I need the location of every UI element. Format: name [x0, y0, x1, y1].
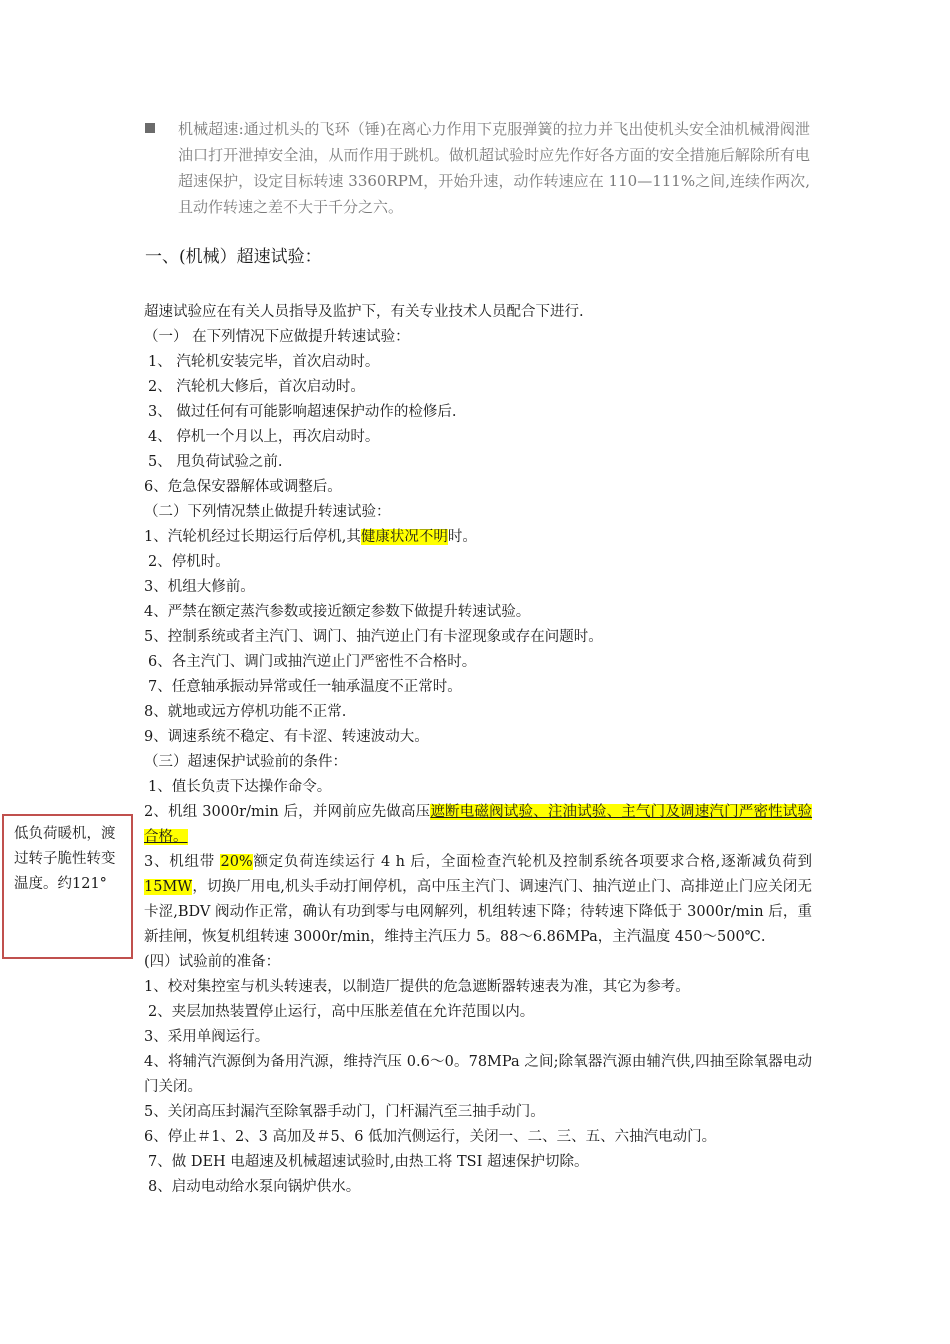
- list-item: 2、停机时。: [148, 554, 230, 570]
- sec2-title: （二）下列情况禁止做提升转速试验：: [144, 504, 391, 520]
- sec3-title: （三）超速保护试验前的条件：: [144, 754, 347, 770]
- bullet-text: 机械超速:通过机头的飞环（锤)在离心力作用下克服弹簧的拉力并飞出使机头安全油机械滑阀泄油口打开泄掉安全油，从而作用于跳机。做机超试验时应先作好各方面的安全措施后解除所有电超速保护，设定目标转速 3360RPM，开始升速，动作转速应在 110—111%之间,连续作两次,且动作转速之差不大于千分之六。: [178, 120, 810, 216]
- list-item: 1、 汽轮机安装完毕，首次启动时。: [148, 354, 380, 370]
- list-item: 8、就地或远方停机功能不正常.: [144, 704, 347, 720]
- list-item: [144, 525, 812, 550]
- list-item: 6、各主汽门、调门或抽汽逆止门严密性不合格时。: [148, 654, 477, 670]
- highlighted-text: 遮断电磁阀试验、注油试验、主气门及调速汽门严密性试验合格。: [144, 804, 812, 845]
- list-item: 3、 做过任何有可能影响超速保护动作的检修后.: [148, 404, 457, 420]
- list-item: 7、任意轴承振动异常或任一轴承温度不正常时。: [148, 679, 462, 695]
- list-item: 5、控制系统或者主汽门、调门、抽汽逆止门有卡涩现象或存在问题时。: [144, 629, 603, 645]
- list-item: 5、关闭高压封漏汽至除氧器手动门，门杆漏汽至三抽手动门。: [144, 1104, 545, 1120]
- sec4-title: (四）试验前的准备：: [144, 954, 281, 970]
- list-item: 2、夹层加热装置停止运行，高中压胀差值在允许范围以内。: [148, 1004, 535, 1020]
- list-item: 1、值长负责下达操作命令。: [148, 779, 332, 795]
- list-item: 6、危急保安器解体或调整后。: [144, 479, 342, 495]
- list-item: 4、将辅汽汽源倒为备用汽源，维持汽压 0.6～0。78MPa 之间;除氧器汽源由辅汽供,四抽至除氧器电动门关闭。: [144, 1054, 812, 1095]
- square-bullet-icon: [145, 123, 155, 133]
- item-text: 3、机组带: [144, 854, 221, 870]
- list-item: 2、 汽轮机大修后，首次启动时。: [148, 379, 365, 395]
- item-text: 2、机组 3000r/min 后，并网前应先做高压: [144, 804, 431, 820]
- section-heading: 一、(机械）超速试验：: [145, 247, 322, 267]
- list-item: 4、 停机一个月以上，再次启动时。: [148, 429, 380, 445]
- list-item: 4、严禁在额定蒸汽参数或接近额定参数下做提升转速试验。: [144, 604, 531, 620]
- item-text: 1、汽轮机经过长期运行后停机,其: [144, 529, 361, 545]
- list-item: 7、做 DEH 电超速及机械超速试验时,由热工将 TSI 超速保护切除。: [148, 1154, 589, 1170]
- document-body: [144, 300, 812, 1200]
- bullet-paragraph: [145, 116, 810, 220]
- list-item: 5、 甩负荷试验之前.: [148, 454, 283, 470]
- item-text: 额定负荷连续运行 4 h 后，全面检查汽轮机及控制系统各项要求合格,逐渐减负荷到: [252, 854, 812, 870]
- list-item: 3、机组大修前。: [144, 579, 255, 595]
- item-text: 时。: [447, 529, 477, 545]
- list-item: [144, 850, 812, 950]
- highlighted-text: 健康状况不明: [360, 529, 448, 545]
- list-item: 6、停止＃1、2、3 高加及＃5、6 低加汽侧运行，关闭一、二、三、五、六抽汽电动门。: [144, 1129, 717, 1145]
- highlighted-text: 20%: [220, 854, 253, 870]
- highlighted-text: 15MW: [144, 879, 193, 895]
- margin-comment-box: 低负荷暖机，渡过转子脆性转变温度。约121°: [2, 814, 133, 959]
- list-item: 3、采用单阀运行。: [144, 1029, 270, 1045]
- list-item: 8、启动电动给水泵向锅炉供水。: [148, 1179, 361, 1195]
- list-item: 9、调速系统不稳定、有卡涩、转速波动大。: [144, 729, 429, 745]
- intro-text: 超速试验应在有关人员指导及监护下，有关专业技术人员配合下进行.: [144, 304, 584, 320]
- item-text: ，切换厂用电,机头手动打闸停机，高中压主汽门、调速汽门、抽汽逆止门、高排逆止门应关闭无卡涩,BDV 阀动作正常，确认有功到零与电网解列，机组转速下降；待转速下降低于 3000r/min 后，重新挂闸，恢复机组转速 3000r/min，维持主汽压力 5。88～6.86MPa，主汽温度 450～500℃.: [144, 879, 812, 945]
- sec1-title: （一） 在下列情况下应做提升转速试验：: [144, 329, 410, 345]
- list-item: [144, 800, 812, 850]
- list-item: 1、校对集控室与机头转速表，以制造厂提供的危急遮断器转速表为准，其它为参考。: [144, 979, 690, 995]
